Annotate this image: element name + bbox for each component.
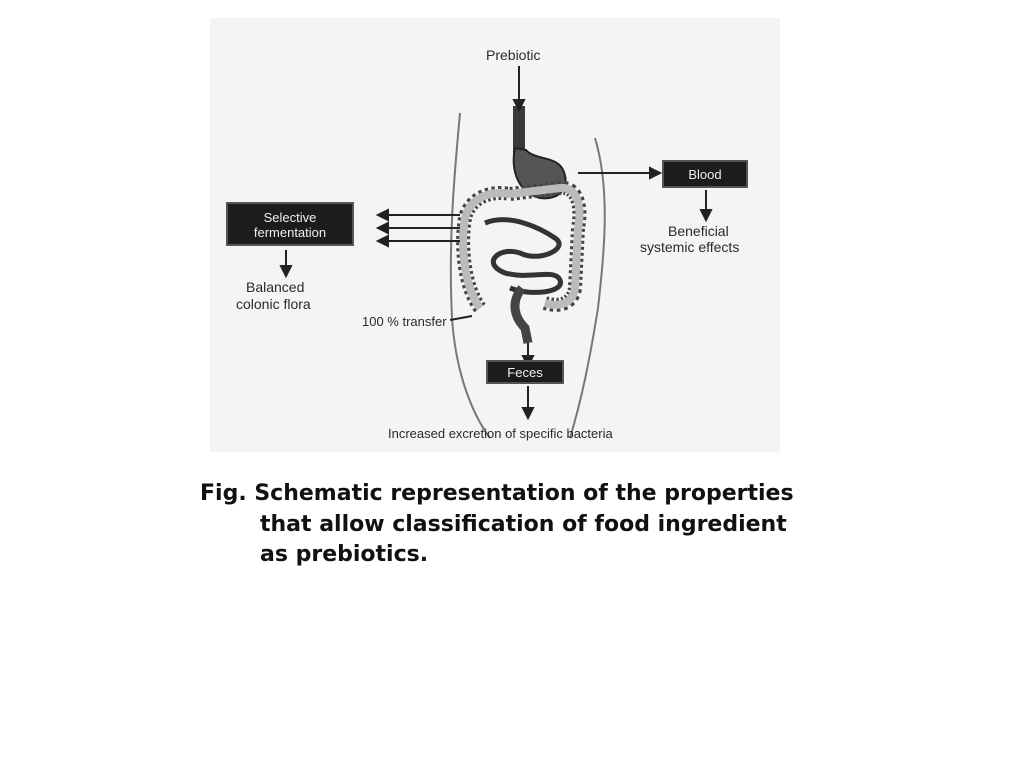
blood-box [662,160,748,188]
caption-line-2: that allow classification of food ingredient [260,511,787,537]
prebiotic-label: Prebiotic [486,47,541,63]
increased-excretion-label: Increased excretion of specific bacteria [388,426,613,441]
beneficial-systemic-effects-line2: systemic effects [640,239,740,255]
blood-label: Blood [688,167,722,182]
feces-label: Feces [507,365,543,380]
prebiotic-diagram [210,18,780,452]
selective-fermentation-box [226,202,354,246]
small-intestine [485,220,560,293]
selective-fermentation-line2: fermentation [253,225,327,240]
caption-line-3: as prebiotics. [260,542,429,567]
beneficial-systemic-effects-line1: Beneficial [668,223,729,239]
selective-fermentation-line1: Selective [263,210,317,225]
arrow-transfer [450,316,472,320]
transfer-label: 100 % transfer [362,314,447,329]
figure-caption [200,479,840,571]
caption-line-1: Fig. Schematic representation of the properties [200,481,794,506]
feces-box [486,360,564,384]
balanced-colonic-flora-line2: colonic flora [236,296,311,312]
rectum [515,288,528,343]
balanced-colonic-flora-line1: Balanced [246,279,305,295]
